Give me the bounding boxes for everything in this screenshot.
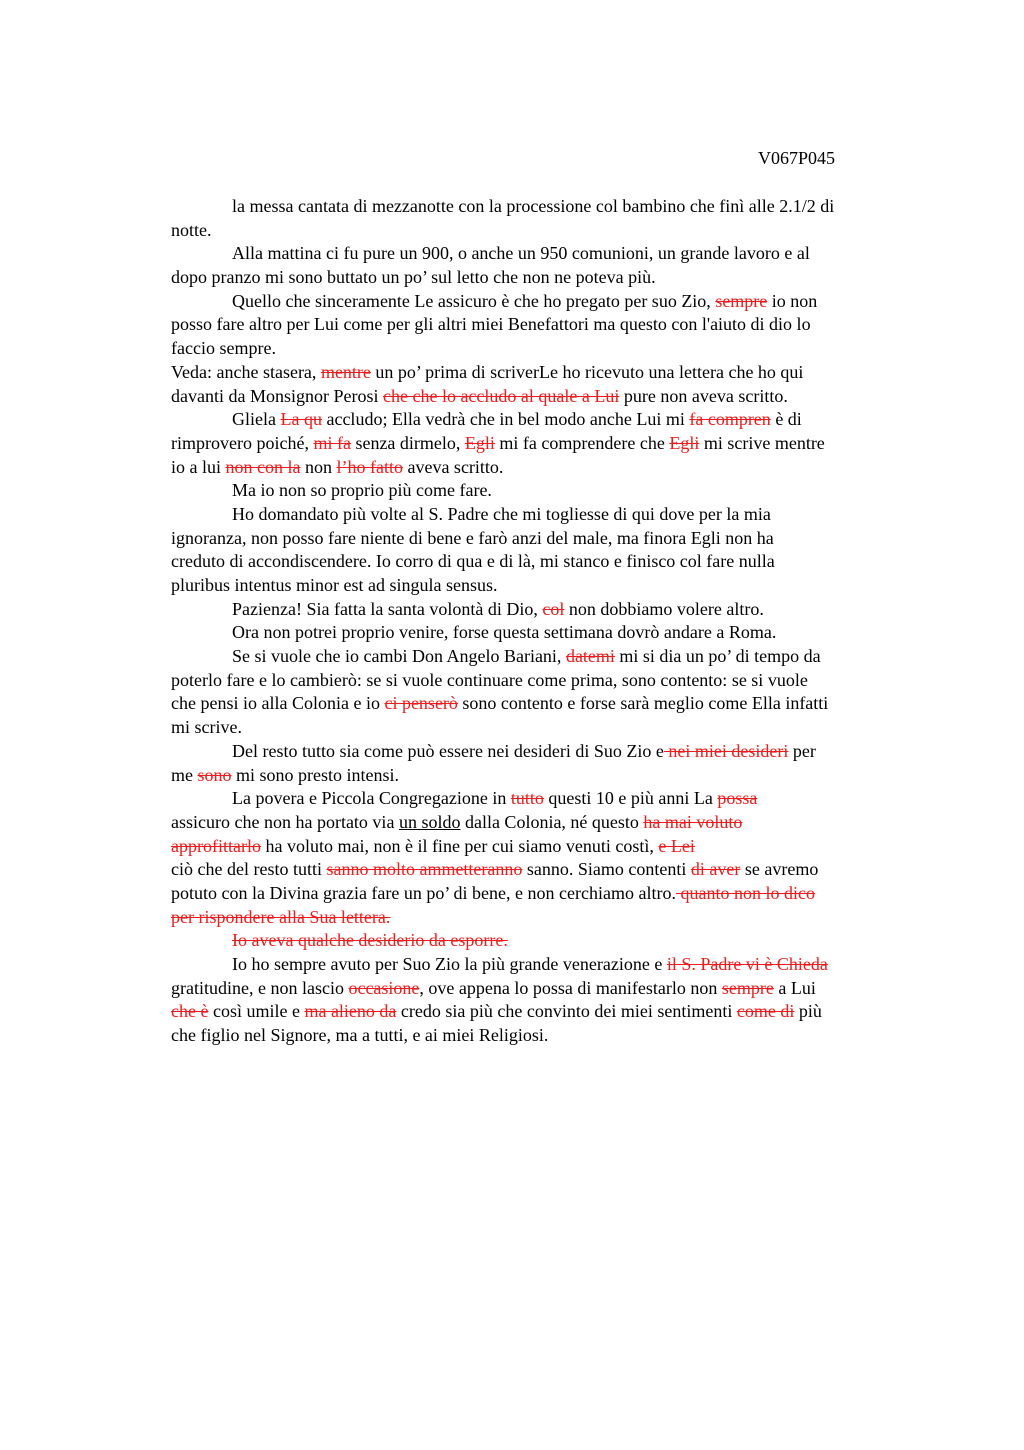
strikethrough-text: per rispondere alla Sua lettera. xyxy=(171,906,391,927)
text-line xyxy=(171,740,931,764)
text-run: assicuro che non ha portato via xyxy=(171,811,399,832)
text-line xyxy=(171,432,931,456)
text-run: io a lui xyxy=(171,456,226,477)
text-run: poterlo fare e lo cambierò: se si vuole continuare come prima, sono contento: se si vuole xyxy=(171,669,808,690)
text-run: un po’ prima di scriverLe ho ricevuto una lettera che ho qui xyxy=(370,361,804,382)
text-run: ignoranza, non posso fare niente di bene e farò anzi del male, ma finora Egli non ha xyxy=(171,527,774,548)
strikethrough-text: datemi xyxy=(565,646,615,667)
text-line xyxy=(171,764,931,788)
text-line xyxy=(171,1024,931,1048)
strikethrough-text: Egli xyxy=(669,432,700,453)
text-run: potuto con la Divina grazia fare un po’ di bene, e non cerchiamo altro. xyxy=(171,882,676,903)
strikethrough-text: occasione xyxy=(348,977,420,998)
text-run: creduto di accondiscendere. Io corro di qua e di là, mi stanco e finisco col fare nulla xyxy=(171,551,775,572)
text-run: mi si dia un po’ di tempo da xyxy=(614,646,821,667)
strikethrough-text: quanto non lo dico xyxy=(675,882,815,903)
strikethrough-text: La qu xyxy=(280,409,322,430)
text-run: Pazienza! Sia fatta la santa volontà di Dio, xyxy=(232,598,543,619)
text-run: mi scrive mentre xyxy=(699,432,825,453)
text-run: che pensi io alla Colonia e io xyxy=(171,693,385,714)
text-line xyxy=(171,929,931,953)
page-id: V067P045 xyxy=(758,148,836,168)
strikethrough-text: Egli xyxy=(464,432,495,453)
text-run: credo sia più che convinto dei miei sentimenti xyxy=(396,1001,737,1022)
text-run: faccio sempre. xyxy=(171,338,276,359)
strikethrough-text: che è xyxy=(171,1001,209,1022)
strikethrough-text: il S. Padre vi è Chieda xyxy=(666,954,828,974)
text-run: non xyxy=(300,456,337,477)
text-run: se avremo xyxy=(740,859,819,880)
text-run: Veda: anche stasera, xyxy=(171,361,321,382)
text-line xyxy=(171,906,931,930)
text-run: mi scrive. xyxy=(171,717,242,738)
text-run: così umile e xyxy=(208,1001,305,1022)
strikethrough-text: ma alieno da xyxy=(304,1001,397,1022)
text-line xyxy=(171,835,931,859)
text-line xyxy=(171,337,931,361)
strikethrough-text: come di xyxy=(736,1001,795,1022)
text-line xyxy=(171,290,931,314)
text-line xyxy=(171,858,931,882)
text-run: Io ho sempre avuto per Suo Zio la più grande venerazione e xyxy=(232,954,667,974)
text-line xyxy=(171,716,931,740)
strikethrough-text: ci penserò xyxy=(384,693,458,714)
text-run: notte. xyxy=(171,219,212,240)
text-run: senza dirmelo, xyxy=(350,432,465,453)
text-line xyxy=(171,669,931,693)
text-line xyxy=(171,361,931,385)
text-run: gratitudine, e non lascio xyxy=(171,977,349,998)
text-line xyxy=(171,456,931,480)
strikethrough-text: sempre xyxy=(721,977,774,998)
text-run: Gliela xyxy=(232,409,281,430)
text-line xyxy=(171,645,931,669)
text-line xyxy=(171,479,931,503)
text-line xyxy=(171,313,931,337)
text-run: pure non aveva scritto. xyxy=(619,385,788,406)
text-line xyxy=(171,598,931,622)
text-run: Ho domandato più volte al S. Padre che mi togliesse di qui dove per la mia xyxy=(232,503,771,524)
text-run: dopo pranzo mi sono buttato un po’ sul letto che non ne poteva più. xyxy=(171,267,656,288)
text-run: Se si vuole che io cambi Don Angelo Bariani, xyxy=(232,646,566,667)
text-run: La povera e Piccola Congregazione in xyxy=(232,788,511,809)
text-line xyxy=(171,953,931,977)
text-line xyxy=(171,219,931,243)
text-run: aveva scritto. xyxy=(402,456,504,477)
text-run: più xyxy=(794,1001,822,1022)
strikethrough-text: sanno molto ammetteranno xyxy=(326,859,523,880)
text-run: sanno. Siamo contenti xyxy=(522,859,691,880)
text-line xyxy=(171,882,931,906)
text-run: mi fa comprendere che xyxy=(494,432,670,453)
strikethrough-text: che che lo accludo al quale a Lui xyxy=(382,385,620,406)
text-run: che figlio nel Signore, ma a tutti, e ai miei Religiosi. xyxy=(171,1025,549,1046)
text-run: me xyxy=(171,764,198,785)
text-run: rimprovero poiché, xyxy=(171,432,314,453)
text-line xyxy=(171,550,931,574)
text-line xyxy=(171,385,931,409)
text-run: pluribus intentus minor est ad singula sensus. xyxy=(171,575,498,595)
text-run: per xyxy=(788,740,816,761)
text-line xyxy=(171,621,931,645)
text-run: Alla mattina ci fu pure un 900, o anche un 950 comunioni, un grande lavoro e al xyxy=(232,243,810,264)
text-run: dalla Colonia, né questo xyxy=(460,811,644,832)
text-line xyxy=(171,503,931,527)
strikethrough-text: mi fa xyxy=(313,432,351,453)
underlined-text: un soldo xyxy=(398,811,461,832)
text-run: la messa cantata di mezzanotte con la processione col bambino che finì alle 2.1/2 di xyxy=(232,196,835,216)
strikethrough-text: mentre xyxy=(320,361,371,382)
text-run: non dobbiamo volere altro. xyxy=(564,598,764,619)
text-run: Del resto tutto sia come può essere nei desideri di Suo Zio e xyxy=(232,740,664,761)
text-run: accludo; Ella vedrà che in bel modo anche Lui mi xyxy=(321,409,690,430)
letter-body xyxy=(171,195,931,1048)
text-run: ciò che del resto tutti xyxy=(171,859,327,880)
strikethrough-text: nei miei desideri xyxy=(663,740,789,761)
text-line xyxy=(171,527,931,551)
text-line xyxy=(171,408,931,432)
text-run: è di xyxy=(770,409,802,430)
text-line xyxy=(171,787,931,811)
text-run: Ma io non so proprio più come fare. xyxy=(232,480,492,501)
text-line xyxy=(171,811,931,835)
text-line xyxy=(171,1000,931,1024)
strikethrough-text: approfittarlo xyxy=(171,835,261,856)
strikethrough-text: fa compren xyxy=(689,409,771,430)
text-run: ha voluto mai, non è il fine per cui siamo venuti costì, xyxy=(260,835,659,856)
text-line xyxy=(171,977,931,1001)
text-line xyxy=(171,266,931,290)
strikethrough-text: sempre xyxy=(715,290,768,311)
text-run: sono contento e forse sarà meglio come Ella infatti xyxy=(457,693,829,714)
text-run: mi sono presto intensi. xyxy=(231,764,400,785)
text-line xyxy=(171,195,931,219)
text-run: , ove appena lo possa di manifestarlo non xyxy=(419,977,722,998)
strikethrough-text: non con la xyxy=(225,456,301,477)
strikethrough-text: di aver xyxy=(690,859,741,880)
strikethrough-text: l’ho fatto xyxy=(336,456,403,477)
text-run: posso fare altro per Lui come per gli altri miei Benefattori ma questo con l'aiuto di dio lo xyxy=(171,314,811,335)
strikethrough-text: tutto xyxy=(510,788,544,809)
text-run: Ora non potrei proprio venire, forse questa settimana dovrò andare a Roma. xyxy=(232,622,777,643)
strikethrough-text: ha mai voluto xyxy=(643,811,743,832)
strikethrough-text: Io aveva qualche desiderio da esporre. xyxy=(232,930,508,951)
text-run: Quello che sinceramente Le assicuro è che ho pregato per suo Zio, xyxy=(232,290,716,311)
strikethrough-text: sono xyxy=(197,764,232,785)
text-line xyxy=(171,242,931,266)
strikethrough-text: possa xyxy=(717,788,758,809)
text-run: a Lui xyxy=(773,977,816,998)
text-line xyxy=(171,692,931,716)
text-run: io non xyxy=(767,290,818,311)
text-run: questi 10 e più anni La xyxy=(543,788,718,809)
text-run: davanti da Monsignor Perosi xyxy=(171,385,383,406)
strikethrough-text: e Lei xyxy=(658,835,695,856)
text-line xyxy=(171,574,931,598)
strikethrough-text: col xyxy=(542,598,565,619)
